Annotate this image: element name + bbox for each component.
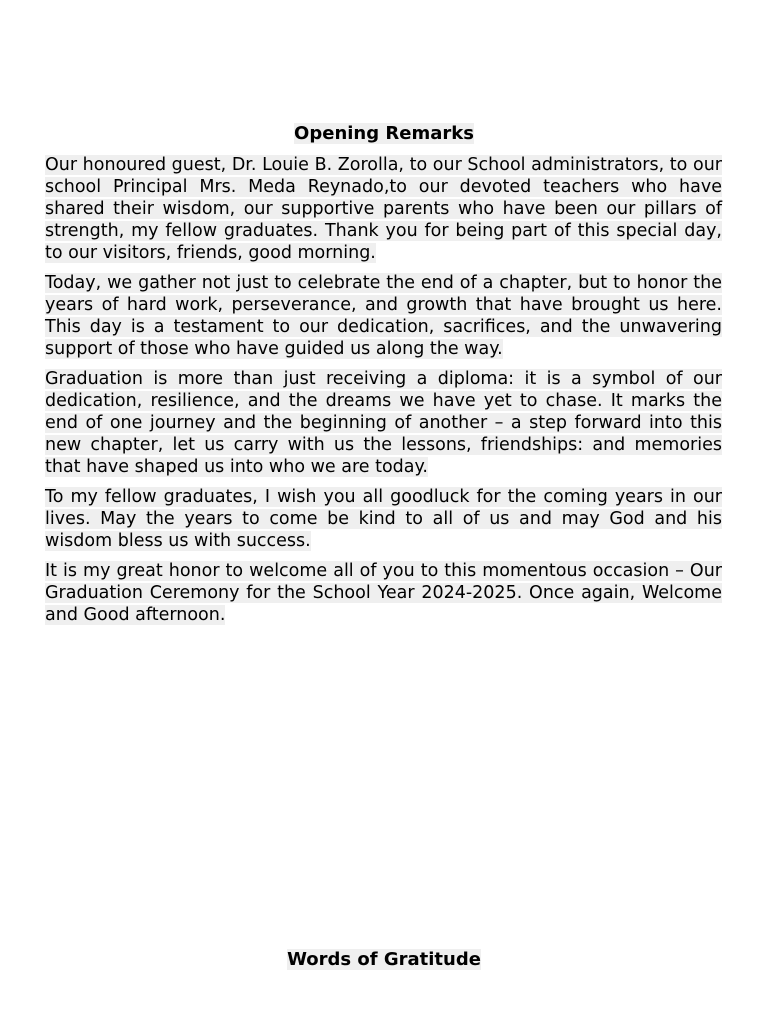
paragraph-welcome-text: It is my great honor to welcome all of you to this momentous occasion – Our Graduation Ceremony for the School Year 2024-2025. Once again, Welcome and Good afternoon.	[45, 561, 722, 625]
paragraph-greeting-text: Our honoured guest, Dr. Louie B. Zorolla, to our School administrators, to our school Principal Mrs. Meda Reynado,to our devoted teachers who have shared their wisdom, our supportive parents who have been our pillars of strength, my fellow graduates. Thank you for being part of this special day, to our visitors, friends, good morning.	[45, 155, 722, 263]
paragraph-welcome	[45, 560, 722, 626]
opening-remarks-heading	[0, 123, 768, 145]
opening-remarks-heading-text: Opening Remarks	[294, 123, 474, 144]
words-of-gratitude-heading-text: Words of Gratitude	[287, 949, 481, 970]
words-of-gratitude-heading	[0, 949, 768, 971]
paragraph-greeting	[45, 154, 722, 264]
paragraph-gathering-text: Today, we gather not just to celebrate the end of a chapter, but to honor the years of hard work, perseverance, and growth that have brought us here. This day is a testament to our dedication, sacrifices, and the unwavering support of those who have guided us along the way.	[45, 273, 722, 359]
paragraph-wishes-text: To my fellow graduates, I wish you all goodluck for the coming years in our lives. May the years to come be kind to all of us and may God and his wisdom bless us with success.	[45, 487, 722, 551]
paragraph-graduation-meaning-text: Graduation is more than just receiving a diploma: it is a symbol of our dedication, resilience, and the dreams we have yet to chase. It marks the end of one journey and the beginning of another – a step forward into this new chapter, let us carry with us the lessons, friendships: and memories that have shaped us into who we are today.	[45, 369, 722, 477]
paragraph-graduation-meaning	[45, 368, 722, 478]
paragraph-gathering	[45, 272, 722, 360]
paragraph-wishes	[45, 486, 722, 552]
speech-body	[45, 154, 722, 634]
